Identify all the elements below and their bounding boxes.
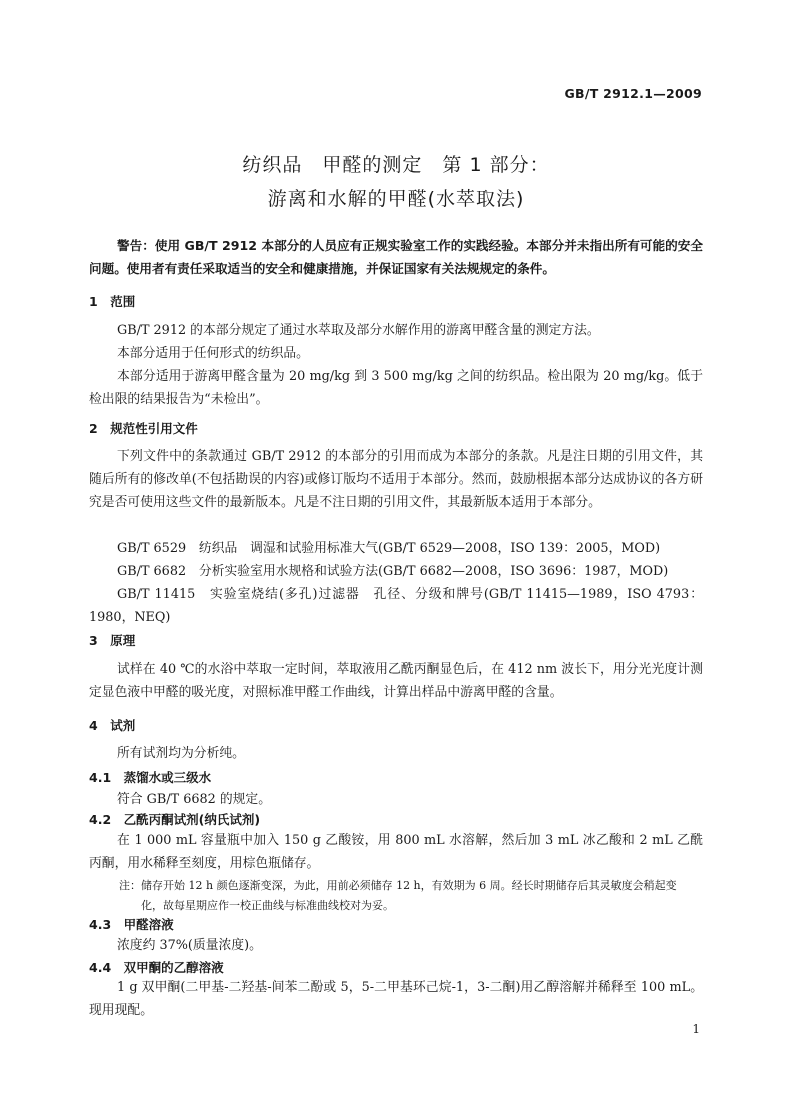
section-1-paragraph-1: GB/T 2912 的本部分规定了通过水萃取及部分水解作用的游离甲醛含量的测定方法。 bbox=[117, 323, 600, 338]
subsection-4-4-heading: 4.4 双甲酮的乙醇溶液 bbox=[89, 960, 224, 975]
section-2-heading: 2 规范性引用文件 bbox=[89, 421, 198, 436]
section-1-paragraph-3: 本部分适用于游离甲醛含量为 20 mg/kg 到 3 500 mg/kg 之间的纺织品。检出限为 20 mg/kg。低于检出限的结果报告为“未检出”。 bbox=[89, 369, 703, 407]
subsection-4-4-text: 1 g 双甲酮(二甲基-二羟基-间苯二酚或 5，5-二甲基环己烷-1，3-二酮)用乙醇溶解并稀释至 100 mL。现用现配。 bbox=[89, 980, 703, 1018]
section-4-paragraph-1: 所有试剂均为分析纯。 bbox=[117, 746, 245, 761]
subsection-4-3-heading: 4.3 甲醛溶液 bbox=[89, 917, 174, 932]
note-line-1: 储存开始 12 h 颜色逐渐变深，为此，用前必须储存 12 h，有效期为 6 周。经长时期储存后其灵敏度会稍起变 bbox=[141, 879, 677, 892]
subsection-4-3-text: 浓度约 37%(质量浓度)。 bbox=[117, 938, 262, 953]
section-1-paragraph-2: 本部分适用于任何形式的纺织品。 bbox=[117, 346, 309, 361]
standard-number: GB/T 2912.1—2009 bbox=[564, 86, 702, 101]
warning-paragraph: 警告：使用 GB/T 2912 本部分的人员应有正规实验室工作的实践经验。本部分并未指出所有可能的安全问题。使用者有责任采取适当的安全和健康措施，并保证国家有关法规规定的条件。 bbox=[89, 238, 703, 276]
subsection-4-1-text: 符合 GB/T 6682 的规定。 bbox=[117, 792, 272, 807]
section-3-paragraph-1: 试样在 40 ℃的水浴中萃取一定时间，萃取液用乙酰丙酮显色后，在 412 nm 波长下，用分光光度计测定显色液中甲醛的吸光度，对照标准甲醛工作曲线，计算出样品中游离甲醛的含量。 bbox=[89, 662, 703, 700]
subsection-4-1-heading: 4.1 蒸馏水或三级水 bbox=[89, 770, 212, 785]
section-1-heading: 1 范围 bbox=[89, 294, 136, 309]
note-label: 注： bbox=[119, 879, 141, 892]
subsection-4-2-text: 在 1 000 mL 容量瓶中加入 150 g 乙酸铵，用 800 mL 水溶解，然后加 3 mL 冰乙酸和 2 mL 乙酰丙酮，用水稀释至刻度，用棕色瓶储存。 bbox=[89, 833, 703, 871]
subsection-4-2-note bbox=[119, 876, 703, 916]
reference-gbt-11415: GB/T 11415 实验室烧结(多孔)过滤器 孔径、分级和牌号(GB/T 11415—1989，ISO 4793：1980，NEQ) bbox=[89, 587, 703, 625]
subsection-4-2-heading: 4.2 乙酰丙酮试剂(纳氏试剂) bbox=[89, 812, 261, 827]
document-title-line-2: 游离和水解的甲醛(水萃取法) bbox=[267, 188, 525, 210]
section-3-heading: 3 原理 bbox=[89, 633, 136, 648]
section-4-heading: 4 试剂 bbox=[89, 718, 136, 733]
page-number: 1 bbox=[692, 1022, 700, 1036]
reference-gbt-6682: GB/T 6682 分析实验室用水规格和试验方法(GB/T 6682—2008，ISO 3696：1987，MOD) bbox=[117, 564, 669, 579]
document-title-line-1: 纺织品 甲醛的测定 第 1 部分： bbox=[242, 154, 550, 176]
note-line-2: 化，故每星期应作一校正曲线与标准曲线校对为妥。 bbox=[141, 899, 394, 912]
reference-gbt-6529: GB/T 6529 纺织品 调湿和试验用标准大气(GB/T 6529—2008，ISO 139：2005，MOD) bbox=[117, 541, 661, 556]
section-2-paragraph-1: 下列文件中的条款通过 GB/T 2912 的本部分的引用而成为本部分的条款。凡是注日期的引用文件，其随后所有的修改单(不包括勘误的内容)或修订版均不适用于本部分。然而，鼓励根据本部分达成协议的各方研究是否可使用这些文件的最新版本。凡是不注日期的引用文件，其最新版本适用于本部分。 bbox=[89, 449, 703, 510]
